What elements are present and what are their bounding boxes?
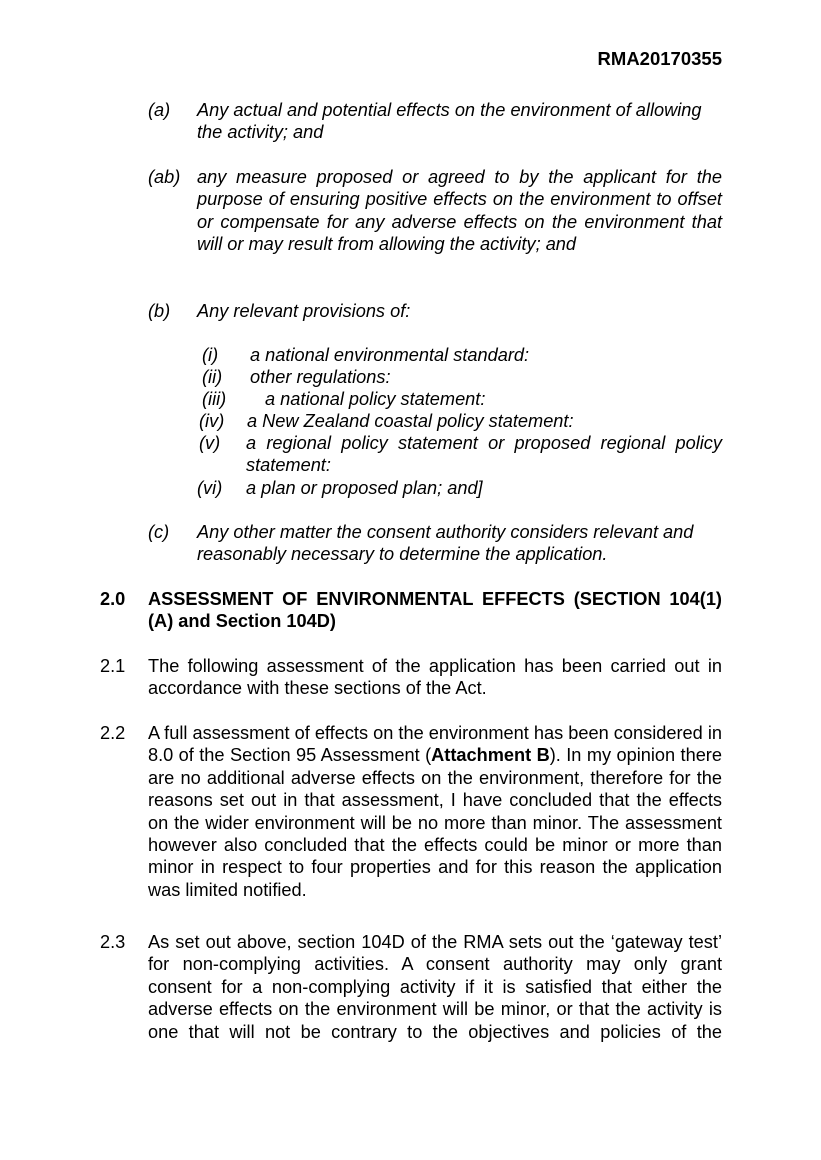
sub-item-label: (vi) xyxy=(197,478,223,498)
item-label: (b) xyxy=(148,301,171,321)
list-item-c xyxy=(148,521,722,567)
sub-item-label: (i) xyxy=(202,345,219,365)
paragraph-text: As set out above, section 104D of the RMA sets out the ‘gateway test’ for non-complying activities. A consent authority may only grant consent for a non-complying activity if it is satisfied that either the adverse effects on the environment will be minor, or that the activity is one that will not be contrary to the objectives and policies of the xyxy=(148,932,722,1042)
paragraph-text-part: ). In my opinion there are no additional adverse effects on the environment, therefore for the reasons set out in that assessment, I have concluded that the effects on the wider environment will be no more than minor. The assessment however also concluded that the effects could be minor or more than minor in respect to four properties and for this reason the application was limited notified. xyxy=(148,745,722,900)
sub-item-label: (iii) xyxy=(202,389,227,409)
item-text-line: the activity; and xyxy=(197,122,324,143)
attachment-reference: Attachment B xyxy=(431,745,550,766)
paragraph-text-part: A full assessment of effects on the environment has been considered in 8.0 of the Section 95 Assessment ( xyxy=(148,723,722,766)
list-item-ab xyxy=(148,166,722,281)
section-number: 2.0 xyxy=(100,589,126,609)
sub-item-text: a regional policy statement or proposed regional policy statement: xyxy=(246,433,722,476)
item-label: (c) xyxy=(148,522,170,542)
sub-list-item xyxy=(197,410,723,433)
sub-item-label: (iv) xyxy=(199,411,225,431)
sub-item-text: a New Zealand coastal policy statement: xyxy=(247,411,574,431)
sub-item-text: a plan or proposed plan; and] xyxy=(246,478,483,498)
item-text-line: reasonably necessary to determine the application. xyxy=(197,544,608,565)
sub-item-text: a national environmental standard: xyxy=(250,345,530,365)
item-text: any measure proposed or agreed to by the applicant for the purpose of ensuring positive effects on the environment to offset or compensate for any adverse effects on the environment that will or may result from allowing the activity; and xyxy=(197,167,722,255)
paragraph-number: 2.2 xyxy=(100,723,126,743)
item-text-line: Any actual and potential effects on the environment of allowing xyxy=(197,100,702,120)
list-item-b xyxy=(148,300,722,324)
item-text: Any relevant provisions of: xyxy=(197,301,411,321)
paragraph-number: 2.3 xyxy=(100,932,126,952)
paragraph-text: The following assessment of the application has been carried out in accordance with these sections of the Act. xyxy=(148,656,722,699)
section-title: ASSESSMENT OF ENVIRONMENTAL EFFECTS (SECTION 104(1)(A) and Section 104D) xyxy=(148,589,722,632)
sub-item-text: a national policy statement: xyxy=(265,389,486,409)
sub-item-label: (v) xyxy=(199,433,221,453)
item-label: (ab) xyxy=(148,167,181,187)
item-label: (a) xyxy=(148,100,171,120)
paragraph-2-3 xyxy=(100,931,722,1046)
item-text-line: Any other matter the consent authority considers relevant and xyxy=(197,522,694,542)
paragraph-2-2 xyxy=(100,722,722,902)
sub-item-label: (ii) xyxy=(202,367,223,387)
sub-list-item xyxy=(197,432,723,478)
sub-list-item xyxy=(197,388,723,411)
sub-item-text: other regulations: xyxy=(250,367,391,387)
sub-list-item xyxy=(197,366,723,389)
section-heading xyxy=(100,588,722,634)
paragraph-number: 2.1 xyxy=(100,656,126,676)
paragraph-2-1 xyxy=(100,655,722,701)
sub-list-item xyxy=(197,477,723,500)
sub-list-item xyxy=(197,344,723,367)
document-reference: RMA20170355 xyxy=(597,48,722,69)
paragraph-text xyxy=(148,722,722,901)
list-item-a xyxy=(148,99,722,145)
